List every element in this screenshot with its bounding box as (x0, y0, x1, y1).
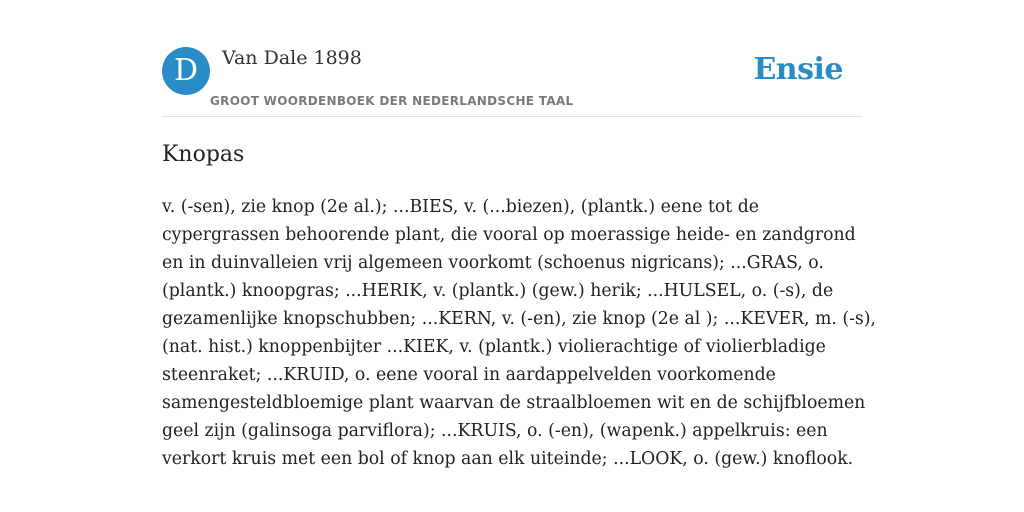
definition-text (162, 193, 877, 473)
definition-line: steenraket; ...KRUID, o. eene vooral in aardappelvelden voorkomende (162, 365, 776, 385)
definition-line: samengesteldbloemige plant waarvan de straalbloemen wit en de schijfbloemen (162, 393, 866, 413)
brand-logo[interactable]: Ensie (753, 52, 843, 87)
definition-line: geel zijn (galinsoga parviflora); ...KRUIS, o. (-en), (wapenk.) appelkruis: een (162, 421, 828, 441)
source-header (162, 46, 862, 117)
definition-line: en in duinvalleien vrij algemeen voorkomt (schoenus nigricans); ...GRAS, o. (162, 253, 824, 273)
definition-line: (nat. hist.) knoppenbijter ...KIEK, v. (plantk.) violierachtige of violierbladige (162, 337, 826, 357)
definition-line: (plantk.) knoopgras; ...HERIK, v. (plantk.) (gew.) herik; ...HULSEL, o. (-s), de (162, 281, 834, 301)
headword: Knopas (162, 142, 245, 167)
definition-line: cypergrassen behoorende plant, die vooral op moerassige heide- en zandgrond (162, 225, 856, 245)
source-subtitle: GROOT WOORDENBOEK DER NEDERLANDSCHE TAAL (210, 94, 574, 108)
definition-line: gezamenlijke knopschubben; ...KERN, v. (-en), zie knop (2e al ); ...KEVER, m. (-s), (162, 309, 877, 329)
definition-line: verkort kruis met een bol of knop aan elk uiteinde; ...LOOK, o. (gew.) knoflook. (162, 449, 854, 469)
source-logo[interactable]: D (162, 47, 210, 95)
definition-line: v. (-sen), zie knop (2e al.); ...BIES, v. (...biezen), (plantk.) eene tot de (162, 197, 760, 217)
source-title[interactable]: Van Dale 1898 (222, 47, 362, 69)
